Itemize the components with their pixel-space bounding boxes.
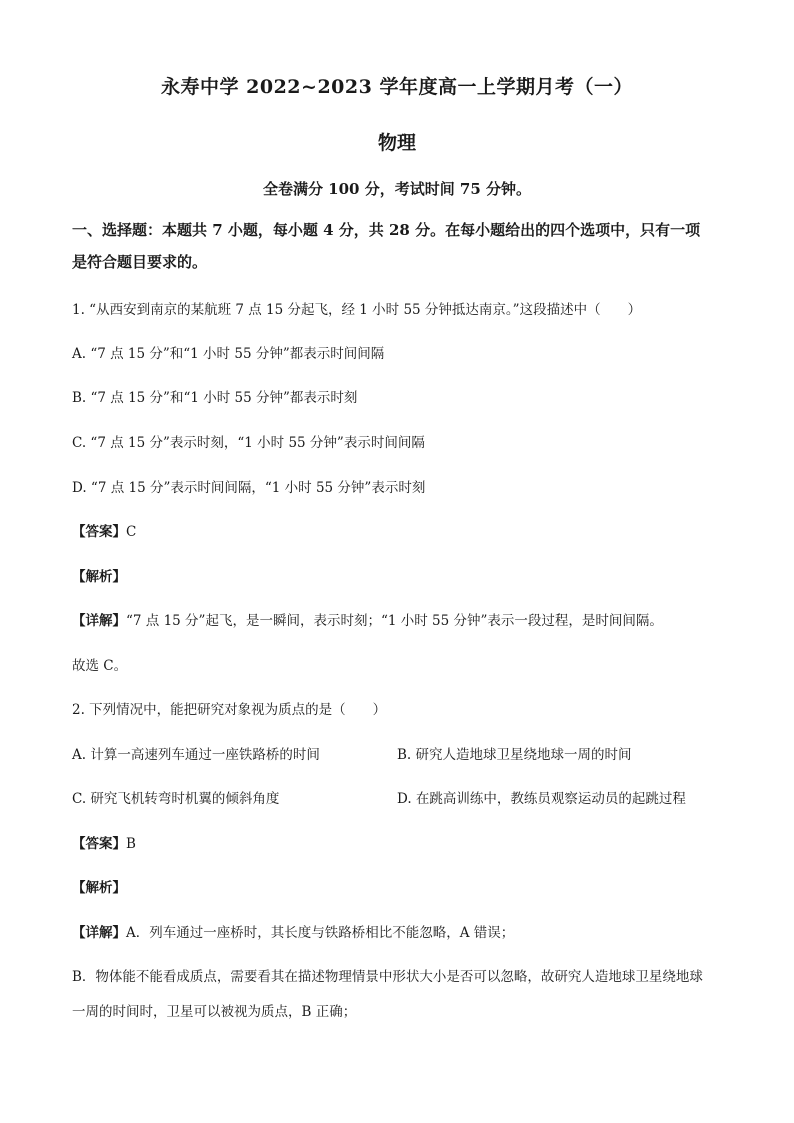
q2-option-a: A. 计算一高速列车通过一座铁路桥的时间 [72, 747, 320, 763]
q2-answer-label: 【答案】 [72, 836, 126, 852]
q1-conclusion: 故选 C。 [72, 658, 128, 674]
q2-answer [72, 832, 136, 852]
q1-detail [72, 609, 663, 629]
q1-answer [72, 520, 136, 540]
q2-stem: 2. 下列情况中，能把研究对象视为质点的是（ ） [72, 702, 387, 718]
q2-detail-label: 【详解】 [72, 925, 126, 941]
q2-option-c: C. 研究飞机转弯时机翼的倾斜角度 [72, 791, 280, 807]
q1-detail-text: “7 点 15 分”起飞，是一瞬间，表示时刻；“1 小时 55 分钟”表示一段过程，是时间间隔。 [126, 613, 663, 629]
q1-answer-label: 【答案】 [72, 524, 126, 540]
exam-info: 全卷满分 100 分，考试时间 75 分钟。 [262, 180, 532, 198]
q1-option-d: D. “7 点 15 分”表示时间间隔，“1 小时 55 分钟”表示时刻 [72, 480, 426, 496]
q2-analysis-label: 【解析】 [72, 880, 126, 896]
q1-stem: 1. “从西安到南京的某航班 7 点 15 分起飞，经 1 小时 55 分钟抵达南京。”这段描述中（ ） [72, 302, 642, 318]
q2-answer-value: B [126, 836, 136, 852]
section-heading-line2: 是符合题目要求的。 [72, 253, 208, 271]
q2-detail-b-line1: B．物体能不能看成质点，需要看其在描述物理情景中形状大小是否可以忽略，故研究人造地球卫星绕地球 [72, 969, 703, 985]
q2-detail-text: A．列车通过一座桥时，其长度与铁路桥相比不能忽略，A 错误； [126, 925, 515, 941]
subject-title: 物理 [377, 132, 416, 154]
q2-detail [72, 921, 514, 941]
section-heading-line1: 一、选择题：本题共 7 小题，每小题 4 分，共 28 分。在每小题给出的四个选项中，只有一项 [72, 221, 701, 239]
q1-answer-value: C [126, 524, 137, 540]
q1-option-c: C. “7 点 15 分”表示时刻，“1 小时 55 分钟”表示时间间隔 [72, 435, 425, 451]
q1-option-b: B. “7 点 15 分”和“1 小时 55 分钟”都表示时刻 [72, 390, 358, 406]
exam-title: 永寿中学 2022~2023 学年度高一上学期月考（一） [161, 76, 633, 98]
q2-option-b: B. 研究人造地球卫星绕地球一周的时间 [397, 747, 632, 763]
q1-detail-label: 【详解】 [72, 613, 126, 629]
q1-analysis-label: 【解析】 [72, 569, 126, 585]
q1-option-a: A. “7 点 15 分”和“1 小时 55 分钟”都表示时间间隔 [72, 346, 385, 362]
section-heading [72, 214, 732, 278]
q2-option-d: D. 在跳高训练中，教练员观察运动员的起跳过程 [397, 791, 686, 807]
q2-detail-b-line2: 一周的时间时，卫星可以被视为质点，B 正确； [72, 1004, 357, 1020]
